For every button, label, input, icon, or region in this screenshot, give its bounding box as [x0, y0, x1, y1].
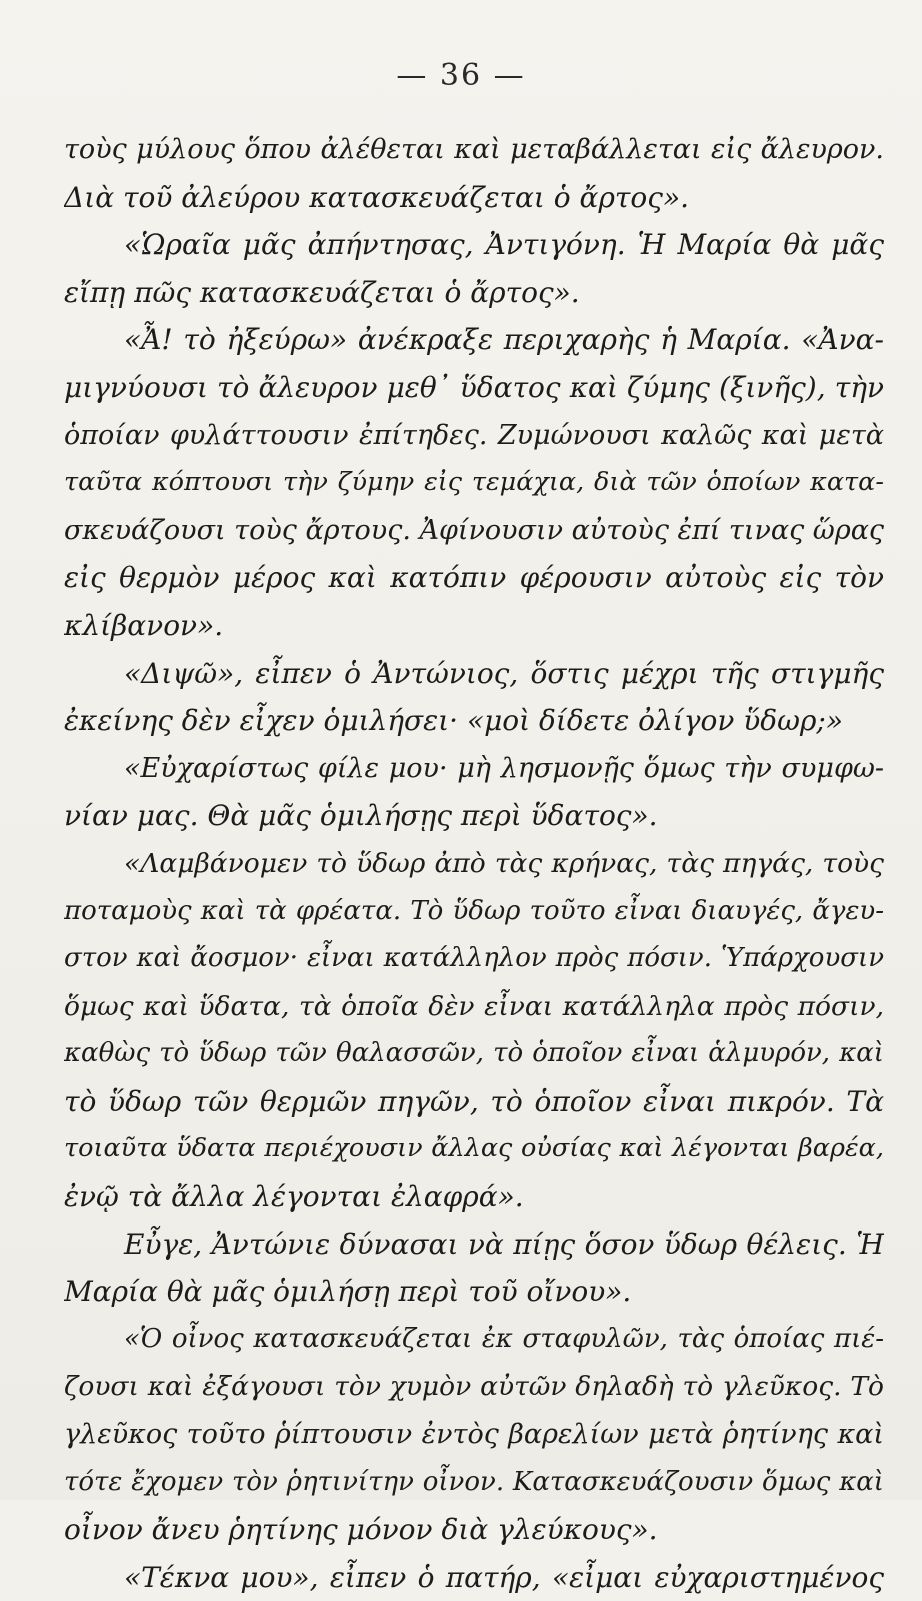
text-line: «Ὡραῖα μᾶς ἀπήντησας, Ἀντιγόνη. Ἡ Μαρία θὰ μᾶς	[124, 228, 884, 262]
text-line: ὅμως καὶ ὕδατα, τὰ ὁποῖα δὲν εἶναι κατάλληλα πρὸς πόσιν,	[64, 990, 884, 1022]
text-line: ταῦτα κόπτουσι τὴν ζύμην εἰς τεμάχια, διὰ τῶν ὁποίων κατα-	[64, 467, 884, 498]
text-line: τότε ἔχομεν τὸν ῥητινίτην οἶνον. Κατασκευάζουσιν ὅμως καὶ	[64, 1466, 884, 1497]
text-line: μιγνύουσι τὸ ἄλευρον μεθ᾽ ὕδατος καὶ ζύμης (ξινῆς), τὴν	[64, 370, 884, 404]
body-text	[64, 126, 884, 1601]
text-line: «Ἆ! τὸ ἠξεύρω» ἀνέκραξε περιχαρὴς ἡ Μαρία. «Ἀνα-	[124, 323, 884, 357]
text-line: «Εὐχαρίστως φίλε μου· μὴ λησμονῇς ὅμως τὴν συμφω-	[124, 752, 884, 784]
text-line: νίαν μας. Θὰ μᾶς ὁμιλήσῃς περὶ ὕδατος».	[64, 799, 658, 833]
text-line: Μαρία θὰ μᾶς ὁμιλήσῃ περὶ τοῦ οἴνου».	[64, 1275, 632, 1309]
text-line: ὁποίαν φυλάττουσιν ἐπίτηδες. Ζυμώνουσι καλῶς καὶ μετὰ	[64, 419, 884, 451]
text-line: «Λαμβάνομεν τὸ ὕδωρ ἀπὸ τὰς κρήνας, τὰς πηγάς, τοὺς	[124, 847, 884, 879]
text-line: τοὺς μύλους ὅπου ἀλέθεται καὶ μεταβάλλεται εἰς ἄλευρον.	[64, 134, 884, 165]
text-line: εἰς θερμὸν μέρος καὶ κατόπιν φέρουσιν αὐτοὺς εἰς τὸν	[64, 561, 884, 595]
text-line: κλίβανον».	[64, 608, 224, 642]
text-line: Διὰ τοῦ ἀλεύρου κατασκευάζεται ὁ ἄρτος».	[64, 180, 689, 214]
text-line: σκευάζουσι τοὺς ἄρτους. Ἀφίνουσιν αὐτοὺς ἐπί τινας ὥρας	[64, 514, 884, 546]
text-line: ζουσι καὶ ἐξάγουσι τὸν χυμὸν αὐτῶν δηλαδὴ τὸ γλεῦκος. Τὸ	[64, 1371, 884, 1403]
text-line: γλεῦκος τοῦτο ῥίπτουσιν ἐντὸς βαρελίων μετὰ ῥητίνης καὶ	[64, 1419, 884, 1451]
text-line: «Τέκνα μου», εἶπεν ὁ πατήρ, «εἶμαι εὐχαριστημένος	[124, 1560, 884, 1594]
text-line: «Ὁ οἶνος κατασκευάζεται ἐκ σταφυλῶν, τὰς ὁποίας πιέ-	[124, 1323, 884, 1354]
text-line: στον καὶ ἄοσμον· εἶναι κατάλληλον πρὸς πόσιν. Ὑπάρχουσιν	[64, 943, 884, 974]
text-line: καθὼς τὸ ὕδωρ τῶν θαλασσῶν, τὸ ὁποῖον εἶναι ἁλμυρόν, καὶ	[64, 1038, 884, 1069]
text-line: τὸ ὕδωρ τῶν θερμῶν πηγῶν, τὸ ὁποῖον εἶναι πικρόν. Τὰ	[64, 1084, 884, 1118]
text-line: ἐκείνης δὲν εἶχεν ὁμιλήσει· «μοὶ δίδετε ὀλίγον ὕδωρ;»	[64, 704, 843, 738]
text-line: ποταμοὺς καὶ τὰ φρέατα. Τὸ ὕδωρ τοῦτο εἶναι διαυγές, ἄγευ-	[64, 895, 884, 926]
text-line: «Διψῶ», εἶπεν ὁ Ἀντώνιος, ὅστις μέχρι τῆς στιγμῆς	[124, 656, 884, 690]
page-number: — 36 —	[396, 58, 526, 93]
text-line: ἐνῷ τὰ ἄλλα λέγονται ἐλαφρά».	[64, 1180, 524, 1214]
text-line: οἶνον ἄνευ ῥητίνης μόνον διὰ γλεύκους».	[64, 1513, 658, 1547]
text-line: εἴπῃ πῶς κατασκευάζεται ὁ ἄρτος».	[64, 275, 580, 309]
text-line: τοιαῦτα ὕδατα περιέχουσιν ἄλλας οὐσίας καὶ λέγονται βαρέα,	[64, 1133, 884, 1164]
text-line: Εὖγε, Ἀντώνιε δύνασαι νὰ πίῃς ὅσον ὕδωρ θέλεις. Ἡ	[124, 1227, 884, 1261]
